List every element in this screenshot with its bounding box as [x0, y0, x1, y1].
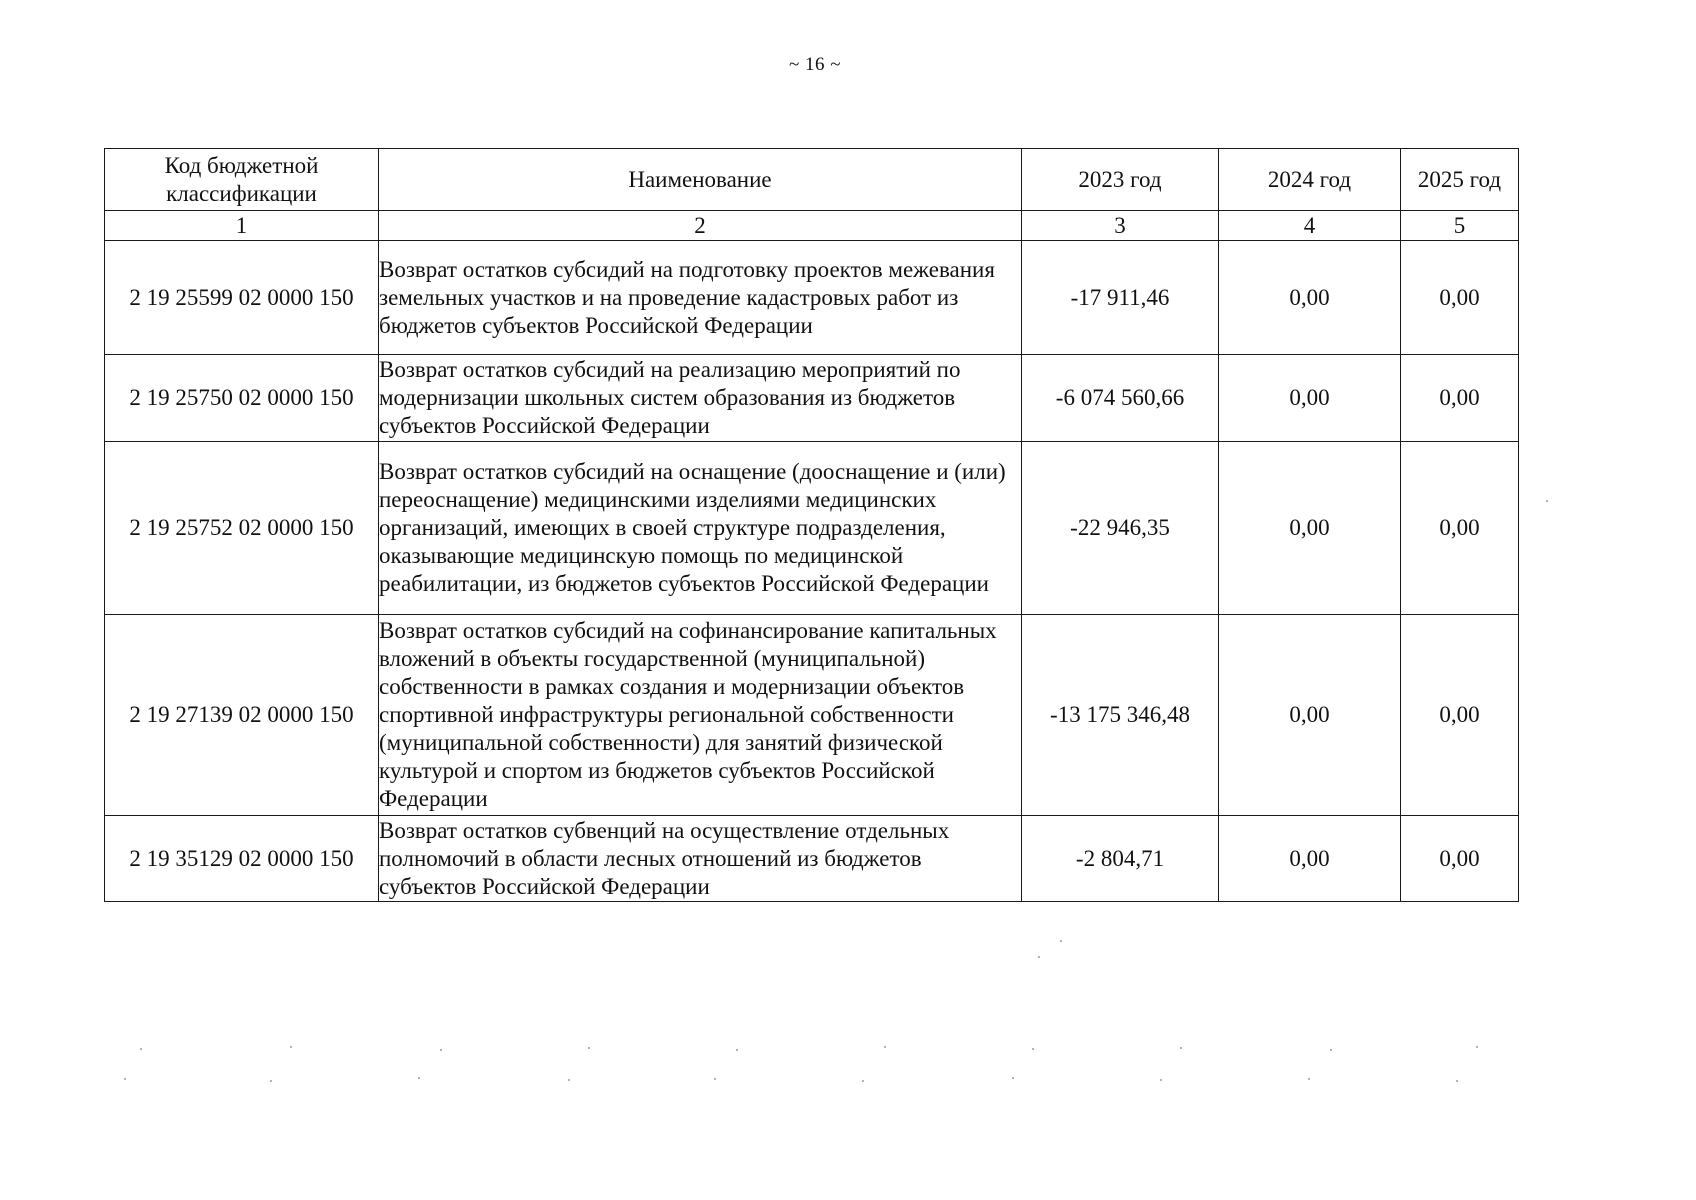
- column-number-row: [105, 211, 1519, 241]
- amount-2024-cell: 0,00: [1219, 615, 1401, 816]
- name-cell: Возврат остатков субвенций на осуществление отдельных полномочий в области лесных отношений из бюджетов субъектов Российской Федерации: [379, 816, 1022, 902]
- budget-code-cell: 2 19 25752 02 0000 150: [105, 442, 379, 615]
- name-cell: Возврат остатков субсидий на подготовку проектов межевания земельных участков и на проведение кадастровых работ из бюджетов субъектов Российской Федерации: [379, 241, 1022, 355]
- table-row: [105, 442, 1519, 615]
- header-2023: 2023 год: [1022, 149, 1219, 211]
- budget-code-cell: 2 19 25750 02 0000 150: [105, 355, 379, 442]
- amount-2023-cell: -22 946,35: [1022, 442, 1219, 615]
- table-row: [105, 615, 1519, 816]
- header-code: Код бюджетной классификации: [105, 149, 379, 211]
- column-number: 1: [105, 211, 379, 241]
- amount-2025-cell: 0,00: [1401, 241, 1519, 355]
- amount-2023-cell: -13 175 346,48: [1022, 615, 1219, 816]
- name-cell: Возврат остатков субсидий на софинансирование капитальных вложений в объекты государственной (муниципальной) собственности в рамках создания и модернизации объектов спортивной инфраструктуры региональной собственности (муниципальной собственности) для занятий физической культурой и спортом из бюджетов субъектов Российской Федерации: [379, 615, 1022, 816]
- budget-code-cell: 2 19 27139 02 0000 150: [105, 615, 379, 816]
- amount-2023-cell: -2 804,71: [1022, 816, 1219, 902]
- header-2024: 2024 год: [1219, 149, 1401, 211]
- amount-2024-cell: 0,00: [1219, 442, 1401, 615]
- amount-2023-cell: -6 074 560,66: [1022, 355, 1219, 442]
- name-cell: Возврат остатков субсидий на реализацию мероприятий по модернизации школьных систем образования из бюджетов субъектов Российской Федерации: [379, 355, 1022, 442]
- amount-2024-cell: 0,00: [1219, 816, 1401, 902]
- amount-2025-cell: 0,00: [1401, 442, 1519, 615]
- column-number: 4: [1219, 211, 1401, 241]
- column-number: 2: [379, 211, 1022, 241]
- amount-2024-cell: 0,00: [1219, 355, 1401, 442]
- amount-2024-cell: 0,00: [1219, 241, 1401, 355]
- amount-2025-cell: 0,00: [1401, 816, 1519, 902]
- budget-code-cell: 2 19 25599 02 0000 150: [105, 241, 379, 355]
- table-row: [105, 816, 1519, 902]
- page-number: ~ 16 ~: [788, 54, 842, 75]
- table-row: [105, 241, 1519, 355]
- budget-table: [104, 148, 1519, 902]
- amount-2025-cell: 0,00: [1401, 615, 1519, 816]
- header-name: Наименование: [379, 149, 1022, 211]
- header-2025: 2025 год: [1401, 149, 1519, 211]
- name-cell: Возврат остатков субсидий на оснащение (дооснащение и (или) переоснащение) медицинскими изделиями медицинских организаций, имеющих в своей структуре подразделения, оказывающие медицинскую помощь по медицинской реабилитации, из бюджетов субъектов Российской Федерации: [379, 442, 1022, 615]
- column-number: 3: [1022, 211, 1219, 241]
- column-number: 5: [1401, 211, 1519, 241]
- table-header-row: [105, 149, 1519, 211]
- amount-2025-cell: 0,00: [1401, 355, 1519, 442]
- amount-2023-cell: -17 911,46: [1022, 241, 1219, 355]
- table-row: [105, 355, 1519, 442]
- budget-code-cell: 2 19 35129 02 0000 150: [105, 816, 379, 902]
